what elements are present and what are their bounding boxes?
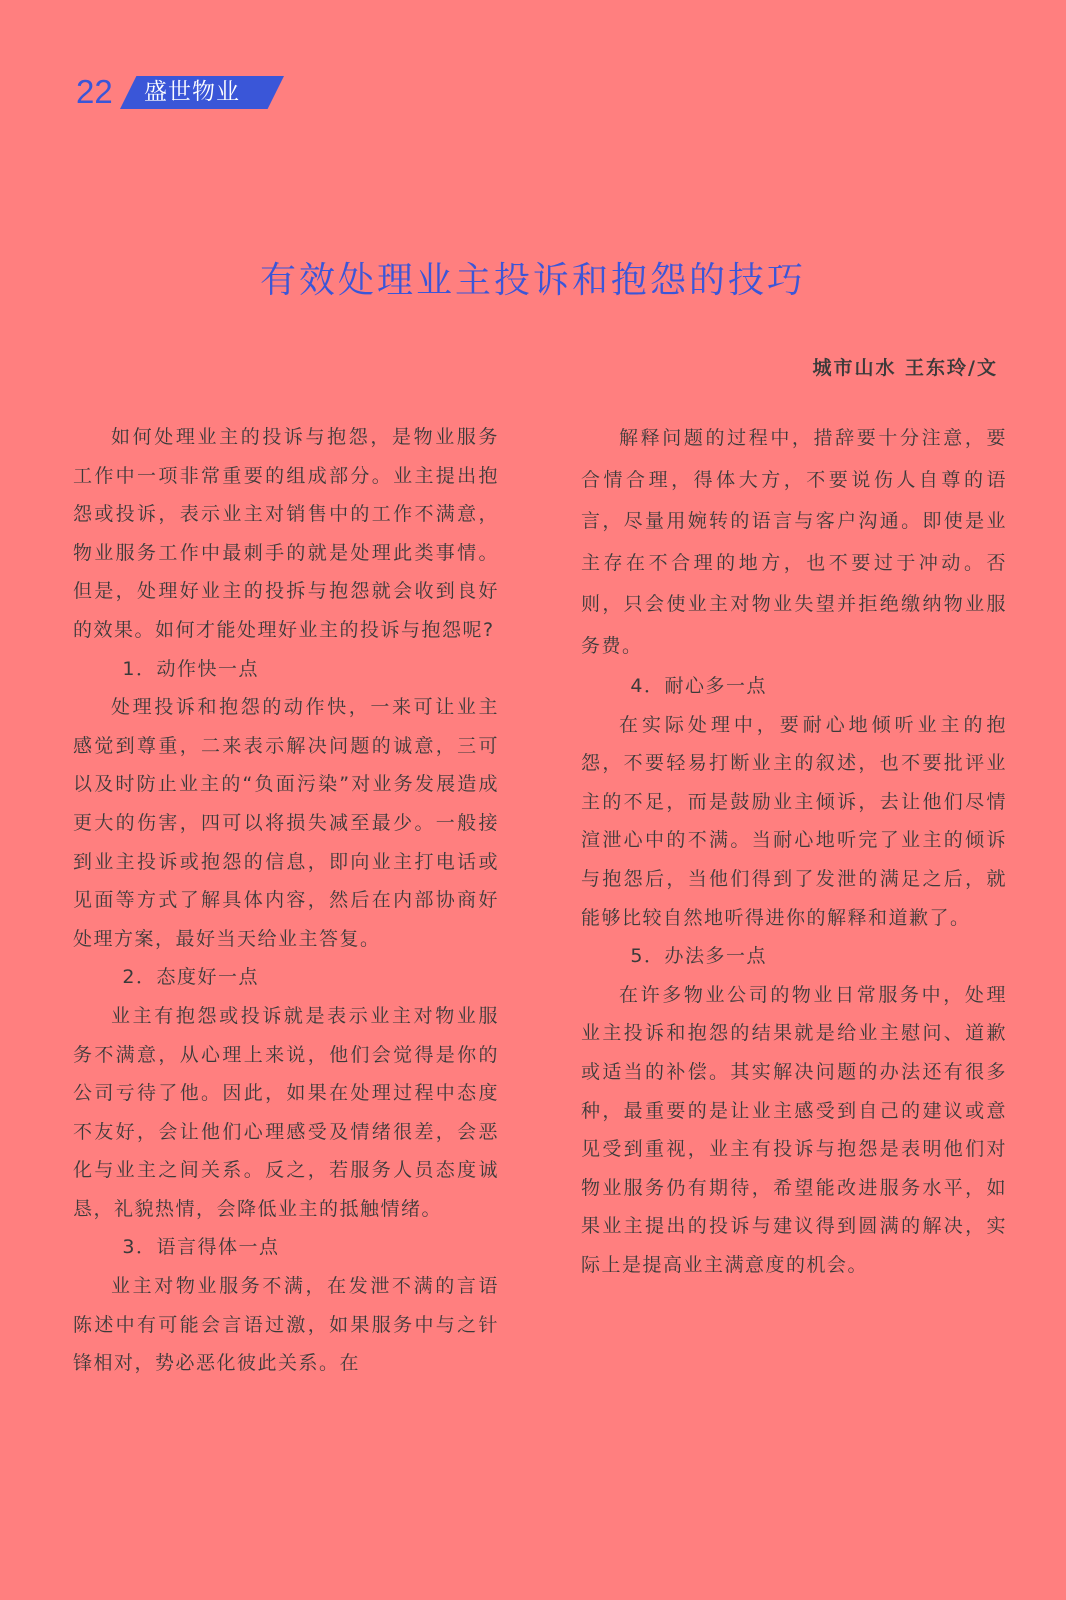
page-header <box>76 72 296 112</box>
left-column <box>73 418 499 1383</box>
paragraph: 如何处理业主的投诉与抱怨，是物业服务工作中一项非常重要的组成部分。业主提出抱怨或投诉，表示业主对销售中的工作不满意，物业服务工作中最刺手的就是处理此类事情。但是，处理好业主的投拆与抱怨就会收到良好的效果。如何才能处理好业主的投诉与抱怨呢? <box>73 426 499 641</box>
section-heading: 4．耐心多一点 <box>630 675 767 697</box>
section-heading: 1．动作快一点 <box>122 657 259 680</box>
byline: 城市山水 王东玲/文 <box>812 357 998 379</box>
article-title: 有效处理业主投诉和抱怨的技巧 <box>259 260 806 301</box>
magazine-name: 盛世物业 <box>144 79 240 105</box>
paragraph: 处理投诉和抱怨的动作快，一来可让业主感觉到尊重，二来表示解决问题的诚意，三可以及时防止业主的“负面污染”对业务发展造成更大的伤害，四可以将损失减至最少。一般接到业主投诉或抱怨的信息，即向业主打电话或见面等方式了解具体内容，然后在内部协商好处理方案，最好当天给业主答复。 <box>73 696 499 950</box>
section-heading: 3．语言得体一点 <box>122 1236 280 1259</box>
paragraph: 解释问题的过程中，措辞要十分注意，要合情合理，得体大方，不要说伤人自尊的语言，尽量用婉转的语言与客户沟通。即使是业主存在不合理的地方，也不要过于冲动。否则，只会使业主对物业失望并拒绝缴纳物业服务费。 <box>581 427 1007 657</box>
page-number: 22 <box>76 73 113 110</box>
right-column <box>581 418 1007 1285</box>
paragraph: 在实际处理中，要耐心地倾听业主的抱怨，不要轻易打断业主的叙述，也不要批评业主的不足，而是鼓励业主倾诉，去让他们尽情渲泄心中的不满。当耐心地听完了业主的倾诉与抱怨后，当他们得到了发泄的满足之后，就能够比较自然地听得进你的解释和道歉了。 <box>581 713 1007 929</box>
paragraph: 业主对物业服务不满，在发泄不满的言语陈述中有可能会言语过激，如果服务中与之针锋相对，势必恶化彼此关系。在 <box>73 1275 499 1375</box>
section-heading: 2．态度好一点 <box>122 966 259 989</box>
paragraph: 业主有抱怨或投诉就是表示业主对物业服务不满意，从心理上来说，他们会觉得是你的公司亏待了他。因此，如果在处理过程中态度不友好，会让他们心理感受及情绪很差，会恶化与业主之间关系。反之，若服务人员态度诚恳，礼貌热情，会降低业主的抵触情绪。 <box>73 1004 499 1220</box>
section-heading: 5．办法多一点 <box>630 945 767 968</box>
paragraph: 在许多物业公司的物业日常服务中，处理业主投诉和抱怨的结果就是给业主慰问、道歉或适当的补偿。其实解决问题的办法还有很多种，最重要的是让业主感受到自己的建议或意见受到重视，业主有投诉与抱怨是表明他们对物业服务仍有期待，希望能改进服务水平，如果业主提出的投诉与建议得到圆满的解决，实际上是提高业主满意度的机会。 <box>581 983 1007 1276</box>
